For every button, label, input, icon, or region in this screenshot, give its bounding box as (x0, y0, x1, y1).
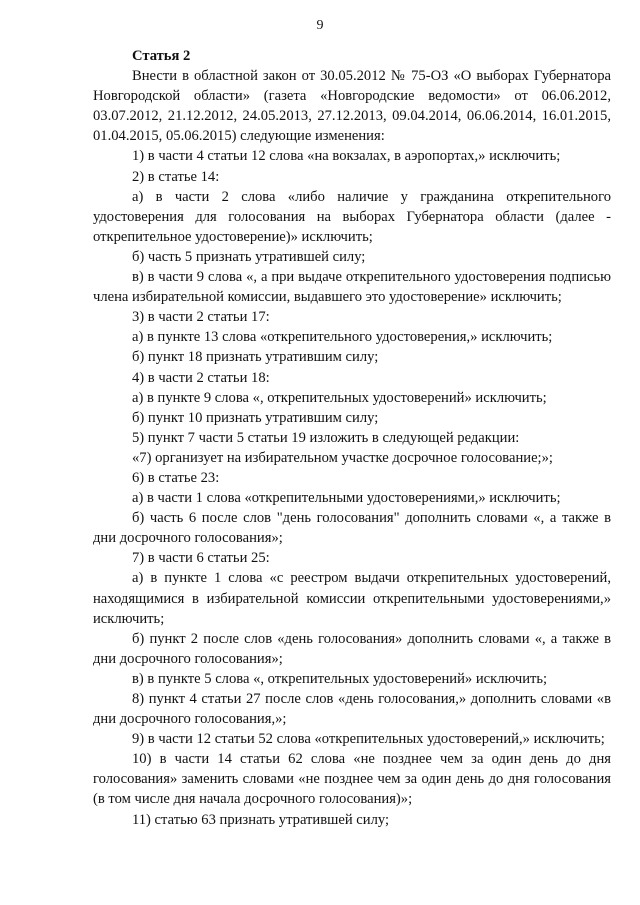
paragraph-item-10: 10) в части 14 статьи 62 слова «не позднее чем за один день до дня голосования» заменить словами «не позднее чем за один день до дня голосования (в том числе дня начала досрочного голосования)»; (93, 751, 611, 808)
paragraph-intro: Внести в областной закон от 30.05.2012 № 75-ОЗ «О выборах Губернатора Новгородской области» (газета «Новгородские ведомости» от 06.06.2012, 03.07.2012, 21.12.2012, 24.05.2013, 27.12.2013, 09.04.2014, 06.06.2014, 16.01.2015, 01.04.2015, 05.06.2015) следующие изменения: (93, 68, 611, 145)
paragraph-item-9: 9) в части 12 статьи 52 слова «открепительных удостоверений,» исключить; (132, 731, 605, 748)
paragraph-item-7a: а) в пункте 1 слова «с реестром выдачи открепительных удостоверений, находящимися в избирательной комиссии открепительными удостоверениями,» исключить; (93, 570, 611, 627)
article-heading: Статья 2 (132, 48, 191, 64)
paragraph-item-5-text: «7) организует на избирательном участке досрочное голосование;»; (132, 449, 553, 466)
paragraph-item-4a: а) в пункте 9 слова «, открепительных удостоверений» исключить; (132, 389, 547, 406)
paragraph-item-5: 5) пункт 7 части 5 статьи 19 изложить в следующей редакции: (132, 429, 520, 446)
paragraph-item-2v: в) в части 9 слова «, а при выдаче открепительного удостоверения подписью члена избирательной комиссии, выдавшего это удостоверение» исключить; (93, 269, 611, 306)
page-number: 9 (316, 18, 324, 33)
paragraph-item-11: 11) статью 63 признать утратившей силу; (132, 811, 390, 828)
paragraph-item-8: 8) пункт 4 статьи 27 после слов «день голосования,» дополнить словами «в дни досрочного голосования,»; (93, 691, 611, 728)
paragraph-item-3b: б) пункт 18 признать утратившим силу; (132, 349, 379, 366)
document-body (93, 46, 611, 830)
paragraph-item-7: 7) в части 6 статьи 25: (132, 550, 270, 567)
paragraph-item-7v: в) в пункте 5 слова «, открепительных удостоверений» исключить; (132, 670, 548, 687)
paragraph-item-6: 6) в статье 23: (132, 469, 220, 486)
paragraph-item-2b: б) часть 5 признать утратившей силу; (132, 248, 366, 265)
paragraph-item-1: 1) в части 4 статьи 12 слова «на вокзалах, в аэропортах,» исключить; (132, 148, 561, 165)
paragraph-item-2a: а) в части 2 слова «либо наличие у гражданина открепительного удостоверения для голосования на выборах Губернатора области (далее - открепительное удостоверение)» исключить; (93, 188, 611, 245)
paragraph-item-2: 2) в статье 14: (132, 168, 220, 185)
paragraph-item-6b: б) часть 6 после слов "день голосования" дополнить словами «, а также в дни досрочного голосования»; (93, 510, 611, 547)
paragraph-item-7b: б) пункт 2 после слов «день голосования» дополнить словами «, а также в дни досрочного голосования»; (93, 630, 611, 667)
paragraph-item-4b: б) пункт 10 признать утратившим силу; (132, 409, 379, 426)
paragraph-item-3a: а) в пункте 13 слова «открепительного удостоверения,» исключить; (132, 329, 553, 346)
paragraph-item-3: 3) в части 2 статьи 17: (132, 309, 270, 326)
paragraph-item-4: 4) в части 2 статьи 18: (132, 369, 270, 386)
paragraph-item-6a: а) в части 1 слова «открепительными удостоверениями,» исключить; (132, 490, 561, 507)
